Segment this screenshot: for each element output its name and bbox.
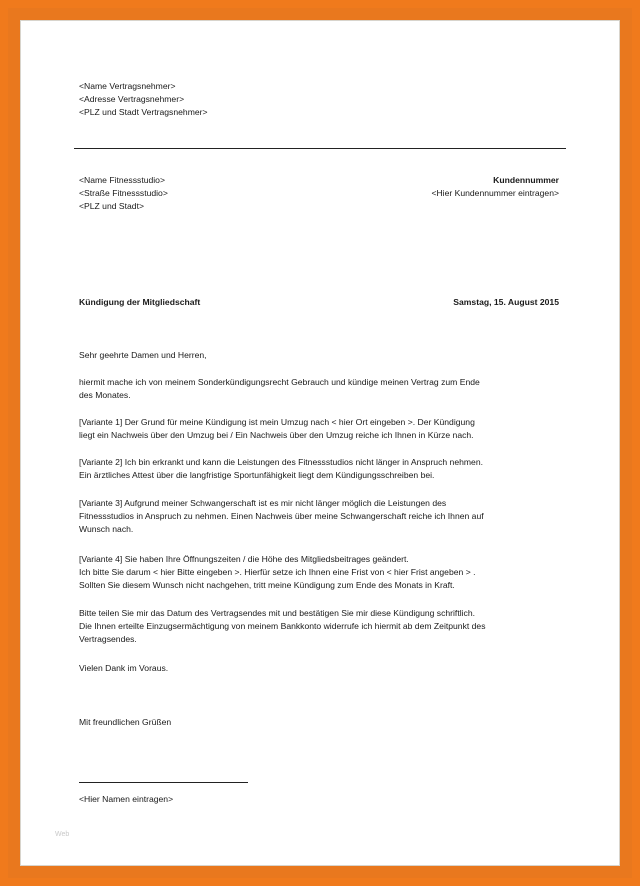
paragraph-variant-3 [79, 497, 484, 537]
text-line: liegt ein Nachweis über den Umzug bei / Ein Nachweis über den Umzug reiche ich Ihnen in Kürze nach. [79, 430, 474, 441]
watermark: Web [55, 831, 70, 838]
customer-number-value: <Hier Kundennummer eintragen> [431, 188, 559, 199]
paragraph-variant-4 [79, 553, 475, 593]
text-line: des Monates. [79, 390, 131, 401]
salutation: Sehr geehrte Damen und Herren, [79, 350, 207, 360]
recipient-name: <Name Fitnessstudio> [79, 175, 165, 185]
thanks-line: Vielen Dank im Voraus. [79, 663, 169, 673]
text-line: Die Ihnen erteilte Einzugsermächtigung von meinem Bankkonto widerrufe ich hiermit ab dem Zeitpunkt des [79, 621, 486, 632]
text-line: Ich bitte Sie darum < hier Bitte eingeben >. Hierfür setze ich Ihnen eine Frist von < hier Frist angeben > . [79, 567, 476, 578]
letter-date: Samstag, 15. August 2015 [453, 297, 559, 307]
customer-number-label: Kundennummer [493, 175, 559, 185]
paragraph-closing-request [79, 607, 486, 647]
customer-number-block [431, 174, 559, 200]
text-line: Fitnessstudios in Anspruch zu nehmen. Einen Nachweis über meine Schwangerschaft reiche ich Ihnen auf [79, 511, 484, 522]
text-line: Wunsch nach. [79, 524, 134, 535]
letter-page [20, 20, 620, 866]
paragraph-variant-2 [79, 456, 483, 482]
text-line: [Variante 3] Aufgrund meiner Schwangerschaft ist es mir nicht länger möglich die Leistungen des [79, 498, 447, 508]
text-line: [Variante 4] Sie haben Ihre Öffnungszeiten / die Höhe des Mitgliedsbeitrages geändert. [79, 554, 409, 564]
text-line: Vertragsendes. [79, 634, 137, 645]
signature-name: <Hier Namen eintragen> [79, 794, 174, 804]
sender-zip-city: <PLZ und Stadt Vertragsnehmer> [79, 107, 208, 118]
paragraph-intro [79, 376, 480, 402]
text-line: [Variante 1] Der Grund für meine Kündigung ist mein Umzug nach < hier Ort eingeben >. Der Kündigung [79, 417, 475, 427]
text-line: Sollten Sie diesem Wunsch nicht nachgehen, tritt meine Kündigung zum Ende des Monats in Kraft. [79, 580, 455, 591]
sender-name: <Name Vertragsnehmer> [79, 81, 176, 91]
text-line: [Variante 2] Ich bin erkrankt und kann die Leistungen des Fitnessstudios nicht länger in Anspruch nehmen. [79, 457, 483, 467]
sender-block [79, 80, 208, 120]
sender-address: <Adresse Vertragsnehmer> [79, 94, 185, 105]
signature-line [79, 782, 248, 783]
text-line: Bitte teilen Sie mir das Datum des Vertragsendes mit und bestätigen Sie mir diese Kündigung schriftlich. [79, 608, 475, 618]
subject-line: Kündigung der Mitgliedschaft [79, 297, 201, 307]
recipient-zip-city: <PLZ und Stadt> [79, 201, 144, 212]
paragraph-variant-1 [79, 416, 475, 442]
header-divider [74, 148, 566, 149]
recipient-street: <Straße Fitnessstudio> [79, 188, 168, 199]
greeting-line: Mit freundlichen Grüßen [79, 717, 172, 727]
text-line: Ein ärztliches Attest über die langfristige Sportunfähigkeit liegt dem Kündigungsschreiben bei. [79, 470, 435, 481]
recipient-block [79, 174, 168, 214]
text-line: hiermit mache ich von meinem Sonderkündigungsrecht Gebrauch und kündige meinen Vertrag zum Ende [79, 377, 480, 387]
